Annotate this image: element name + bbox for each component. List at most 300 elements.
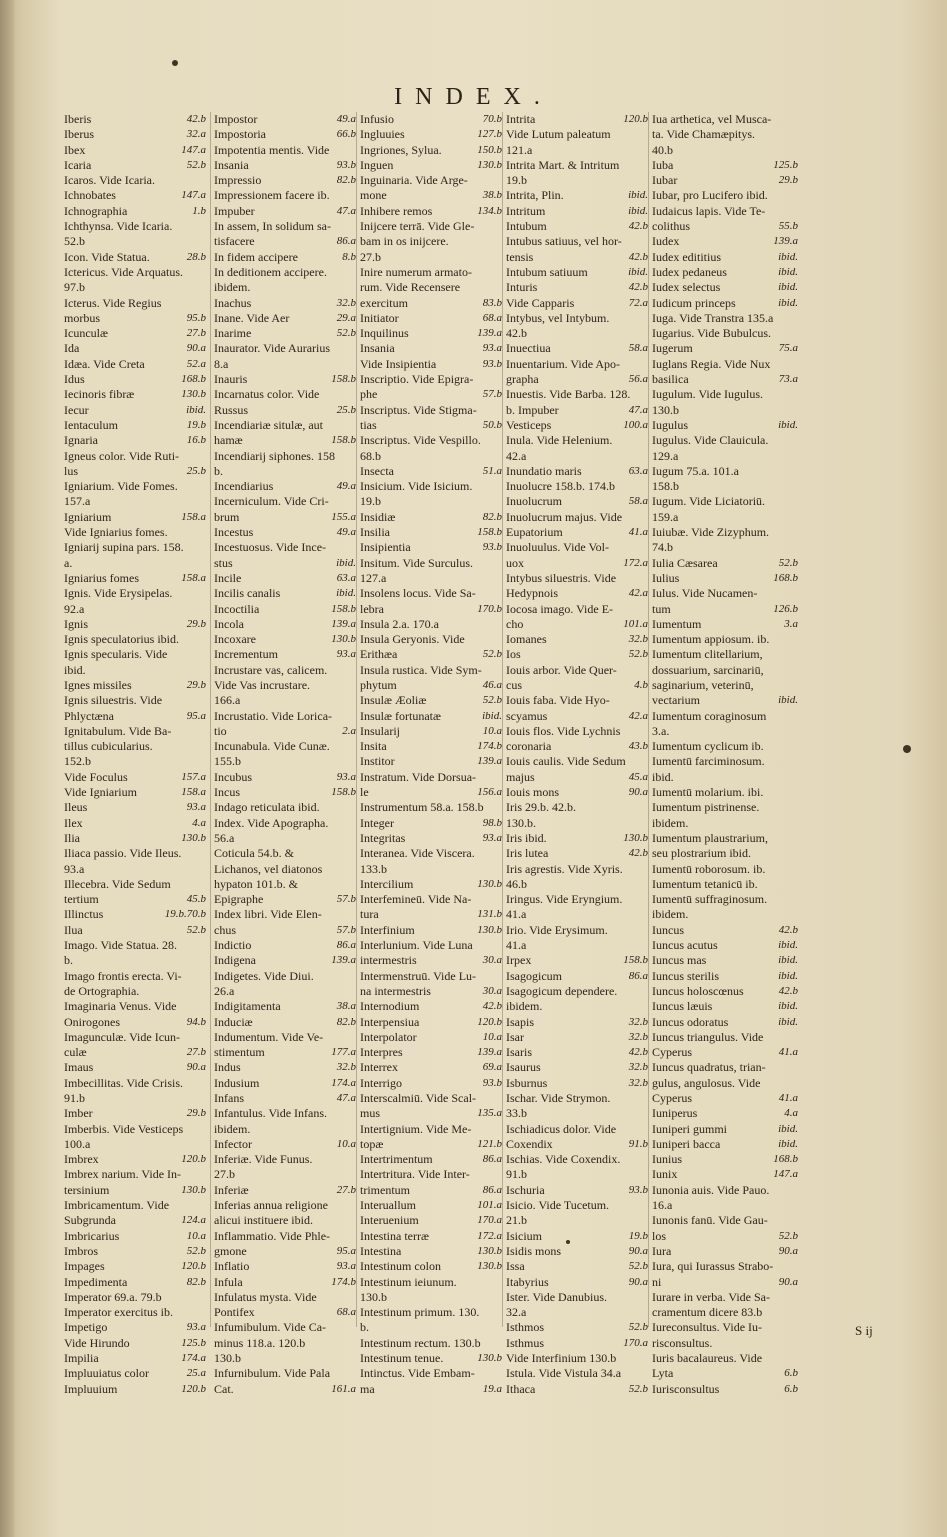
index-entry xyxy=(64,280,206,295)
index-entry xyxy=(506,341,648,356)
index-term: Iuris bacalaureus. Vide xyxy=(652,1351,763,1366)
index-term: Inula. Vide Helenium. xyxy=(506,433,613,448)
index-term: 129.a xyxy=(652,448,679,463)
index-entry xyxy=(360,494,502,509)
index-entry xyxy=(360,938,502,953)
index-reference: 156.a xyxy=(477,786,502,799)
index-term: Incoctilia xyxy=(214,601,260,616)
index-entry xyxy=(360,219,502,234)
index-term: Indictio xyxy=(214,938,252,953)
index-term: gulus, angulosus. Vide xyxy=(652,1075,761,1090)
index-reference: 4.a xyxy=(192,816,206,829)
index-reference: 134.b xyxy=(477,204,502,217)
index-term: Index libri. Vide Elen- xyxy=(214,907,322,922)
index-entry xyxy=(214,326,356,341)
index-entry xyxy=(652,1030,798,1045)
index-term: Instratum. Vide Dorsua- xyxy=(360,769,477,784)
index-term: Iouis caulis. Vide Sedum xyxy=(506,754,626,769)
index-term: Insula Geryonis. Vide xyxy=(360,632,465,647)
index-entry xyxy=(214,1366,356,1381)
index-term: Intrita xyxy=(506,112,536,126)
index-term: Iura, qui Iurassus Strabo- xyxy=(652,1259,774,1274)
index-term: Inquilinus xyxy=(360,326,409,341)
index-term: 32.a xyxy=(506,1305,527,1320)
index-entry xyxy=(506,1076,648,1091)
index-term: Iuncus xyxy=(652,922,684,937)
index-entry xyxy=(64,341,206,356)
index-entry xyxy=(214,693,356,708)
index-reference: 41.a xyxy=(778,1092,798,1104)
index-entry xyxy=(652,693,798,708)
index-entry xyxy=(214,754,356,769)
index-term: Idus xyxy=(64,372,85,387)
index-term: Iuncus odoratus xyxy=(652,1014,729,1029)
index-reference: 28.b xyxy=(186,250,206,263)
index-entry xyxy=(360,418,502,433)
index-entry xyxy=(360,785,502,800)
index-term: Igniarium. Vide Fomes. xyxy=(64,479,178,494)
index-reference: 52.b xyxy=(482,694,502,707)
index-term: Interanea. Vide Viscera. xyxy=(360,846,475,861)
index-term: intermestris xyxy=(360,953,417,968)
index-entry xyxy=(506,1351,648,1366)
index-reference: 91.b xyxy=(628,1137,648,1150)
index-reference: 66.b xyxy=(336,128,356,141)
index-entry xyxy=(506,173,648,188)
index-entry xyxy=(214,785,356,800)
index-entry xyxy=(360,571,502,586)
index-entry xyxy=(214,265,356,280)
index-reference: 42.b xyxy=(628,250,648,263)
index-reference: 45.a xyxy=(628,770,648,783)
index-term: Iudicum princeps xyxy=(652,295,736,310)
index-entry xyxy=(214,846,356,861)
index-reference: 90.a xyxy=(778,1244,798,1257)
index-term: Impages xyxy=(64,1259,105,1274)
index-entry xyxy=(506,1137,648,1152)
index-term: Subgrunda xyxy=(64,1213,116,1228)
index-term: Inundatio maris xyxy=(506,463,582,478)
index-entry xyxy=(64,1259,206,1274)
index-entry xyxy=(652,479,798,494)
index-reference: 90.a xyxy=(186,342,206,355)
index-term: Insulæ Æoliæ xyxy=(360,693,427,708)
index-reference: 172.a xyxy=(477,1229,502,1242)
index-term: Iulia Cæsarea xyxy=(652,555,718,570)
index-entry xyxy=(506,158,648,173)
index-term: Vide Igniarium xyxy=(64,785,137,800)
index-term: Iubar, pro Lucifero ibid. xyxy=(652,188,768,203)
index-reference: 32.b xyxy=(336,296,356,309)
index-reference: 49.a xyxy=(336,526,356,539)
index-reference: 82.b xyxy=(336,1015,356,1028)
index-term: Vesticeps xyxy=(506,417,552,432)
index-entry xyxy=(214,449,356,464)
index-reference: 168.b xyxy=(181,373,206,386)
index-entry xyxy=(506,387,648,402)
index-reference: 86.a xyxy=(482,1183,502,1196)
index-term: Cat. xyxy=(214,1381,234,1396)
index-term: Indigena xyxy=(214,953,256,968)
index-entry xyxy=(214,464,356,479)
index-entry xyxy=(64,449,206,464)
index-entry xyxy=(214,1137,356,1152)
index-reference: 10.a xyxy=(336,1137,356,1150)
index-entry xyxy=(360,1122,502,1137)
index-term: 19.b xyxy=(360,494,381,509)
index-entry xyxy=(214,1336,356,1351)
index-term: Ignaria xyxy=(64,433,98,448)
index-reference: 29.b xyxy=(778,174,798,187)
index-reference: 172.a xyxy=(623,556,648,569)
index-entry xyxy=(64,1229,206,1244)
index-entry xyxy=(64,357,206,372)
index-entry xyxy=(64,1275,206,1290)
index-term: Isagogicum xyxy=(506,968,562,983)
index-entry xyxy=(652,311,798,326)
index-term: Interpolator xyxy=(360,1029,417,1044)
index-term: 42.b xyxy=(506,326,527,341)
index-term: a. xyxy=(64,555,73,570)
index-reference: 29.b xyxy=(186,1107,206,1120)
index-term: stimentum xyxy=(214,1045,265,1060)
index-entry xyxy=(64,678,206,693)
index-entry xyxy=(214,1152,356,1167)
index-term: Icterus. Vide Regius xyxy=(64,295,162,310)
index-reference: ibid. xyxy=(628,265,648,278)
index-reference: 57.b xyxy=(336,923,356,936)
index-entry xyxy=(506,433,648,448)
index-term: Iumentum cyclicum ib. xyxy=(652,739,764,754)
index-entry xyxy=(652,663,798,678)
index-entry xyxy=(360,1244,502,1259)
index-term: Incoxare xyxy=(214,632,256,647)
index-entry xyxy=(652,1366,798,1381)
index-reference: 125.b xyxy=(181,1336,206,1349)
index-entry xyxy=(506,678,648,693)
index-reference: ibid. xyxy=(628,204,648,217)
index-term: Ischias. Vide Coxendix. xyxy=(506,1152,621,1167)
index-term: 21.b xyxy=(506,1213,527,1228)
index-reference: 82.b xyxy=(186,1275,206,1288)
index-entry xyxy=(360,112,502,127)
index-term: 155.b xyxy=(214,754,241,769)
index-term: Initiator xyxy=(360,310,399,325)
index-entry xyxy=(64,1167,206,1182)
index-entry xyxy=(64,1106,206,1121)
index-term: Incerniculum. Vide Cri- xyxy=(214,494,329,509)
index-reference: 47.a xyxy=(336,204,356,217)
index-term: Vide Lutum paleatum xyxy=(506,127,611,142)
index-term: Vide Vas incrustare. xyxy=(214,677,311,692)
index-entry xyxy=(64,387,206,402)
index-entry xyxy=(214,1030,356,1045)
index-term: Ignis xyxy=(64,616,88,631)
index-entry xyxy=(652,617,798,632)
index-term: Infumibulum. Vide Ca- xyxy=(214,1320,327,1335)
index-entry xyxy=(652,1320,798,1335)
index-entry xyxy=(652,1076,798,1091)
index-term: Infector xyxy=(214,1136,252,1151)
index-term: 130.b xyxy=(214,1351,241,1366)
index-term: Iulius xyxy=(652,570,680,585)
index-term: Icon. Vide Statua. xyxy=(64,249,150,264)
index-term: Isthmos xyxy=(506,1320,545,1335)
index-entry xyxy=(214,953,356,968)
index-entry xyxy=(214,816,356,831)
index-entry xyxy=(214,158,356,173)
index-reference: 93.a xyxy=(482,342,502,355)
index-reference: 121.b xyxy=(477,1137,502,1150)
index-entry xyxy=(214,341,356,356)
index-term: Iris 29.b. 42.b. xyxy=(506,800,576,815)
index-entry xyxy=(652,678,798,693)
index-reference: 52.a xyxy=(186,357,206,370)
index-term: Phlyctæna xyxy=(64,708,114,723)
index-term: Illinctus xyxy=(64,907,104,922)
index-entry xyxy=(214,1183,356,1198)
ink-spot xyxy=(172,60,178,66)
index-entry xyxy=(506,296,648,311)
index-entry xyxy=(360,862,502,877)
index-reference: 8.b xyxy=(342,250,356,263)
index-entry xyxy=(64,1183,206,1198)
index-term: Iuncus quadratus, trian- xyxy=(652,1060,766,1075)
index-reference: 55.b xyxy=(778,220,798,233)
index-term: b. xyxy=(360,1320,369,1335)
index-reference: 75.a xyxy=(778,342,798,355)
index-entry xyxy=(652,831,798,846)
index-entry xyxy=(214,709,356,724)
index-reference: 93.b xyxy=(482,1076,502,1089)
index-term: Iuba xyxy=(652,157,674,172)
index-entry xyxy=(214,1106,356,1121)
index-reference: 29.b xyxy=(186,678,206,691)
index-entry xyxy=(64,1198,206,1213)
index-term: tio xyxy=(214,723,227,738)
index-term: Cyperus xyxy=(652,1045,692,1060)
index-reference: 10.a xyxy=(482,724,502,737)
index-term: Intestinum primum. 130. xyxy=(360,1305,480,1320)
index-entry xyxy=(214,1076,356,1091)
index-entry xyxy=(652,1122,798,1137)
index-term: 152.b xyxy=(64,754,91,769)
index-term: 91.b xyxy=(64,1091,85,1105)
index-term: Vide Hirundo xyxy=(64,1335,130,1350)
index-entry xyxy=(64,1336,206,1351)
index-entry xyxy=(64,754,206,769)
index-reference: 150.b xyxy=(477,143,502,156)
index-entry xyxy=(506,143,648,158)
index-term: 26.a xyxy=(214,983,235,998)
index-term: 92.a xyxy=(64,601,85,616)
index-entry xyxy=(64,1091,206,1106)
index-term: Internodium xyxy=(360,999,420,1014)
index-entry xyxy=(506,938,648,953)
index-entry xyxy=(360,892,502,907)
index-entry xyxy=(506,831,648,846)
index-entry xyxy=(506,1122,648,1137)
index-term: Intubum xyxy=(506,219,547,234)
index-term: Iugulus. Vide Clauicula. xyxy=(652,433,769,448)
index-reference: 19.b xyxy=(186,418,206,431)
index-entry xyxy=(506,907,648,922)
index-entry xyxy=(652,846,798,861)
index-entry xyxy=(360,1290,502,1305)
index-reference: 19.b xyxy=(628,1229,648,1242)
index-entry xyxy=(214,1290,356,1305)
index-reference: ibid. xyxy=(778,954,798,967)
index-term: Ignis siluestris. Vide xyxy=(64,693,163,708)
index-reference: 158.b xyxy=(331,602,356,615)
index-term: Pontifex xyxy=(214,1305,255,1320)
index-term: Ientaculum xyxy=(64,417,118,432)
index-entry xyxy=(214,999,356,1014)
index-reference: 3.a xyxy=(784,617,798,630)
index-reference: ibid. xyxy=(778,296,798,309)
index-entry xyxy=(360,1045,502,1060)
index-term: Iuglans Regia. Vide Nux xyxy=(652,356,771,371)
index-entry xyxy=(214,357,356,372)
index-term: Ignis. Vide Erysipelas. xyxy=(64,586,173,601)
index-entry xyxy=(64,846,206,861)
index-entry xyxy=(506,219,648,234)
index-entry xyxy=(652,556,798,571)
index-reference: 45.b xyxy=(186,893,206,906)
index-reference: 120.b xyxy=(181,1260,206,1273)
index-reference: 32.b xyxy=(628,1030,648,1043)
index-term: 46.b xyxy=(506,876,527,891)
index-entry xyxy=(64,938,206,953)
index-term: majus xyxy=(506,769,535,784)
index-term: Iuncus holoscœnus xyxy=(652,983,744,998)
index-entry xyxy=(652,510,798,525)
index-term: Igniarius fomes xyxy=(64,570,139,585)
index-term: rum. Vide Recensere xyxy=(360,280,461,295)
index-term: Instrumentum 58.a. 158.b xyxy=(360,800,484,815)
index-term: Imago frontis erecta. Vi- xyxy=(64,968,182,983)
index-entry xyxy=(652,234,798,249)
index-term: Imaginaria Venus. Vide xyxy=(64,999,177,1014)
index-term: Imagunculæ. Vide Icun- xyxy=(64,1029,181,1044)
index-entry xyxy=(360,204,502,219)
index-reference: 170.b xyxy=(477,602,502,615)
index-term: vectarium xyxy=(652,693,700,708)
index-term: Incestus xyxy=(214,525,254,540)
index-reference: 147.a xyxy=(181,189,206,202)
index-entry xyxy=(652,816,798,831)
index-entry xyxy=(214,678,356,693)
index-entry xyxy=(214,724,356,739)
index-entry xyxy=(652,265,798,280)
index-reference: 52.b xyxy=(186,158,206,171)
index-term: Intertrimentum xyxy=(360,1152,433,1167)
index-reference: 50.b xyxy=(482,418,502,431)
index-entry xyxy=(506,204,648,219)
index-entry xyxy=(214,311,356,326)
index-term: Incendiarij siphones. 158 xyxy=(214,448,335,463)
index-term: 40.b xyxy=(652,142,673,157)
index-term: Inuectiua xyxy=(506,341,551,356)
index-term: Inturis xyxy=(506,280,538,295)
index-entry xyxy=(64,1015,206,1030)
index-term: hamæ xyxy=(214,433,243,448)
index-reference: ibid. xyxy=(778,1015,798,1028)
index-term: Intestina xyxy=(360,1243,402,1258)
index-entry xyxy=(506,724,648,739)
index-term: Impluuiatus color xyxy=(64,1366,149,1381)
index-reference: 139.a xyxy=(477,327,502,340)
index-entry xyxy=(360,846,502,861)
index-reference: 82.b xyxy=(482,510,502,523)
index-term: Insidiæ xyxy=(360,509,396,524)
index-entry xyxy=(214,1213,356,1228)
index-reference: ibid. xyxy=(778,939,798,952)
index-term: Insolens locus. Vide Sa- xyxy=(360,586,476,601)
index-term: Infantulus. Vide Infans. xyxy=(214,1106,328,1121)
index-term: Iuncus mas xyxy=(652,953,707,968)
index-term: 52.b xyxy=(64,234,85,249)
index-term: Ida xyxy=(64,341,80,356)
index-entry xyxy=(64,1244,206,1259)
index-reference: 29.b xyxy=(186,617,206,630)
index-term: hypaton 101.b. & xyxy=(214,876,298,891)
index-entry xyxy=(652,1336,798,1351)
index-entry xyxy=(64,739,206,754)
index-term: Inaurator. Vide Aurarius xyxy=(214,341,331,356)
index-term: Infusio xyxy=(360,112,394,126)
index-entry xyxy=(360,234,502,249)
index-term: 97.b xyxy=(64,280,85,295)
index-entry xyxy=(506,1030,648,1045)
index-term: Isar xyxy=(506,1029,524,1044)
index-reference: 124.a xyxy=(181,1214,206,1227)
index-reference: 32.b xyxy=(628,633,648,646)
index-entry xyxy=(214,647,356,662)
index-entry xyxy=(652,326,798,341)
index-term: Ichthynsa. Vide Icaria. xyxy=(64,219,173,234)
index-term: Interscalmiū. Vide Scal- xyxy=(360,1091,477,1105)
index-entry xyxy=(360,1320,502,1335)
index-term: Russus xyxy=(214,402,249,417)
index-entry xyxy=(506,754,648,769)
index-entry xyxy=(652,250,798,265)
index-reference: ibid. xyxy=(778,1122,798,1135)
index-term: 157.a xyxy=(64,494,91,509)
index-entry xyxy=(652,800,798,815)
index-reference: 30.a xyxy=(482,984,502,997)
index-term: phytum xyxy=(360,677,397,692)
index-entry xyxy=(652,647,798,662)
index-term: ibidem. xyxy=(214,1121,251,1136)
index-term: Vide Interfinium 130.b xyxy=(506,1351,617,1366)
index-term: Institor xyxy=(360,754,395,769)
index-reference: 130.b xyxy=(331,633,356,646)
index-entry xyxy=(506,127,648,142)
index-reference: 68.a xyxy=(482,311,502,324)
index-entry xyxy=(214,494,356,509)
index-term: Coxendix xyxy=(506,1136,553,1151)
index-term: Issa xyxy=(506,1259,525,1274)
index-term: Ileus xyxy=(64,800,88,815)
index-term: Impressio xyxy=(214,173,262,188)
index-reference: 101.a xyxy=(477,1199,502,1212)
index-term: Inuolucrum xyxy=(506,494,562,509)
index-term: Iuniperi bacca xyxy=(652,1136,721,1151)
index-term: b. xyxy=(214,463,223,478)
index-entry xyxy=(214,204,356,219)
index-entry xyxy=(64,907,206,922)
